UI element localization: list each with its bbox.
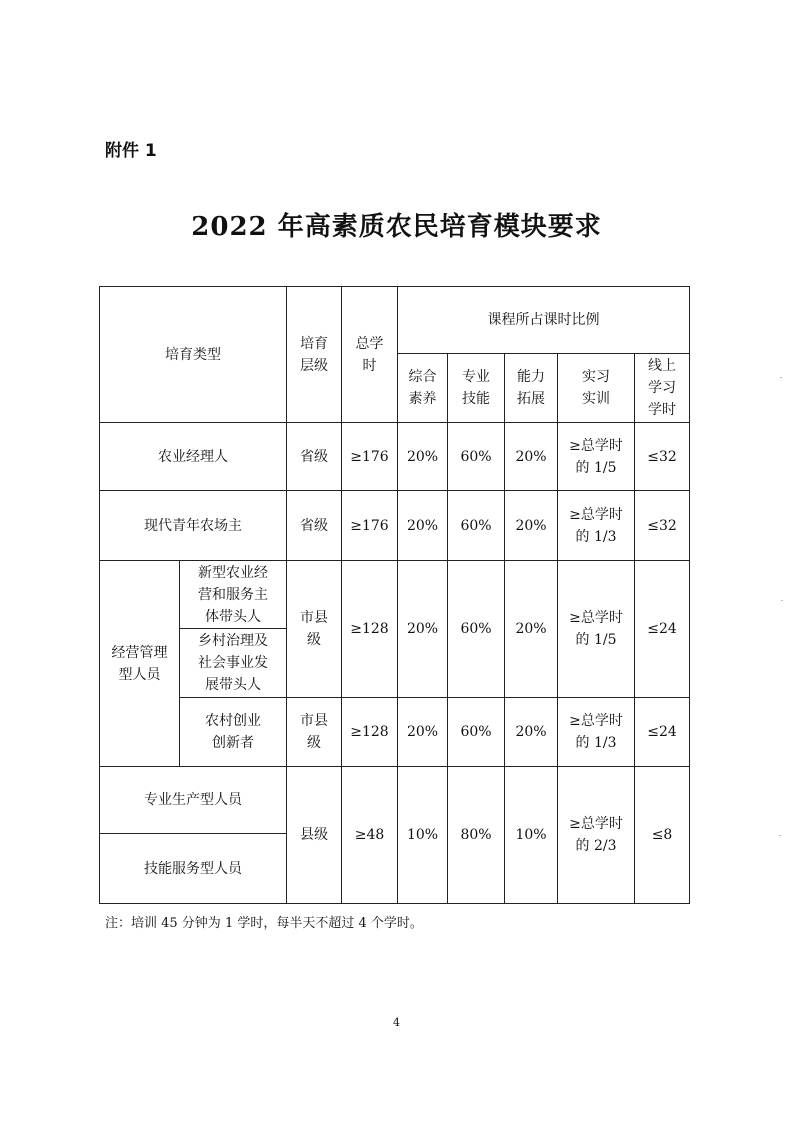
cell-comprehensive: 20% [398,423,448,491]
table-row [100,767,690,834]
header-practice: 实习 实训 [558,354,635,423]
table-row [100,698,690,767]
cell-comprehensive: 20% [398,561,448,698]
page-number: 4 [393,1016,400,1029]
cell-online: ≤8 [635,767,690,904]
cell-professional: 60% [448,423,505,491]
cell-online: ≤24 [635,698,690,767]
cell-professional: 60% [448,698,505,767]
cell-professional: 60% [448,491,505,561]
cell-online: ≤32 [635,423,690,491]
cell-ability: 20% [505,698,558,767]
attachment-label: 附件 1 [105,141,157,161]
cell-ability: 20% [505,423,558,491]
cell-ability: 10% [505,767,558,904]
group-mgmt-label: 经营管理 型人员 [100,561,180,767]
cell-level: 市县 级 [287,698,342,767]
header-ability: 能力 拓展 [505,354,558,423]
page-title: 2022 年高素质农民培育模块要求 [191,212,602,242]
header-type: 培育类型 [100,287,287,423]
requirements-table [99,286,689,903]
cell-professional: 60% [448,561,505,698]
cell-hours: ≥128 [342,698,398,767]
header-professional: 专业 技能 [448,354,505,423]
cell-subtype: 新型农业经 营和服务主 体带头人 [180,561,287,629]
cell-practice: ≥总学时 的 1/3 [558,491,635,561]
table-row [100,561,690,629]
cell-level: 县级 [287,767,342,904]
cell-hours: ≥176 [342,423,398,491]
header-online: 线上 学习 学时 [635,354,690,423]
cell-ability: 20% [505,491,558,561]
header-comprehensive: 综合 素养 [398,354,448,423]
cell-subtype: 农村创业 创新者 [180,698,287,767]
cell-type: 技能服务型人员 [100,834,287,904]
cell-type: 现代青年农场主 [100,491,287,561]
header-total-hours: 总学 时 [342,287,398,423]
cell-hours: ≥48 [342,767,398,904]
cell-online: ≤24 [635,561,690,698]
cell-comprehensive: 10% [398,767,448,904]
cell-comprehensive: 20% [398,698,448,767]
cell-hours: ≥128 [342,561,398,698]
cell-type: 农业经理人 [100,423,287,491]
cell-professional: 80% [448,767,505,904]
cell-subtype: 乡村治理及 社会事业发 展带头人 [180,629,287,698]
cell-level: 市县 级 [287,561,342,698]
cell-type: 专业生产型人员 [100,767,287,834]
cell-level: 省级 [287,491,342,561]
table-row [100,491,690,561]
cell-comprehensive: 20% [398,491,448,561]
scan-speck [779,835,781,836]
cell-practice: ≥总学时 的 1/5 [558,561,635,698]
cell-hours: ≥176 [342,491,398,561]
scan-speck [780,377,782,378]
table-row [100,423,690,491]
header-level: 培育 层级 [287,287,342,423]
header-ratio-group: 课程所占课时比例 [398,287,690,354]
cell-practice: ≥总学时 的 1/3 [558,698,635,767]
cell-online: ≤32 [635,491,690,561]
cell-practice: ≥总学时 的 2/3 [558,767,635,904]
scan-speck [781,600,783,601]
cell-level: 省级 [287,423,342,491]
footnote: 注：培训 45 分钟为 1 学时，每半天不超过 4 个学时。 [105,916,423,931]
cell-ability: 20% [505,561,558,698]
cell-practice: ≥总学时 的 1/5 [558,423,635,491]
